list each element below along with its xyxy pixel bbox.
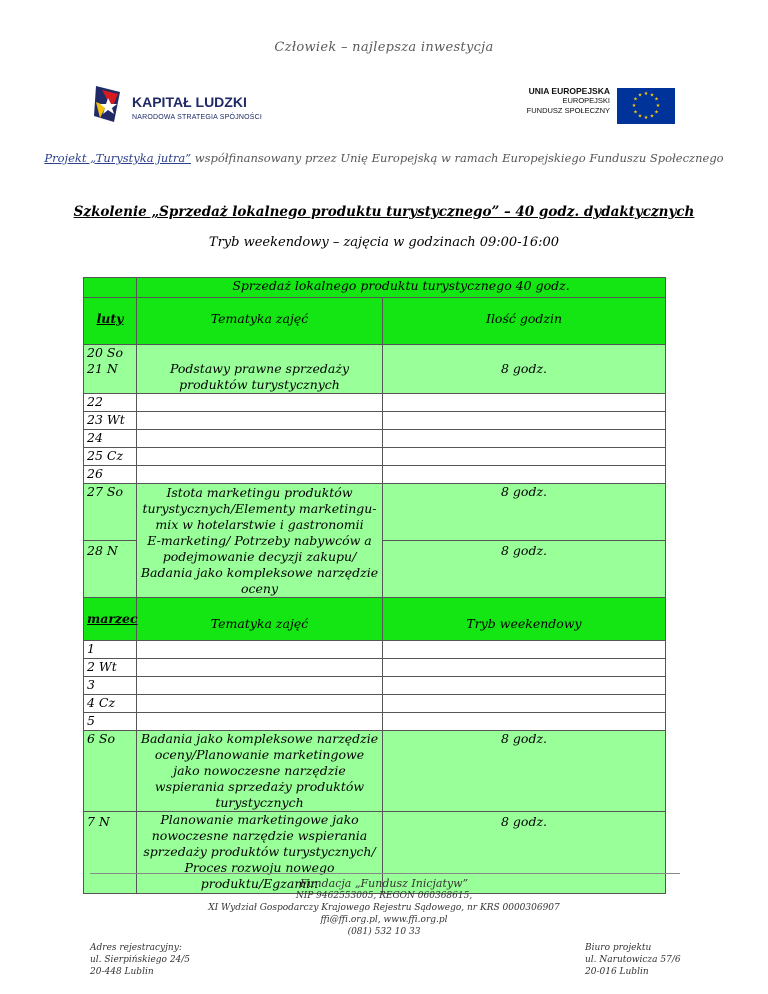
svg-text:★: ★ <box>649 113 655 120</box>
svg-text:★: ★ <box>631 103 637 109</box>
project-line <box>0 151 768 165</box>
svg-text:★: ★ <box>643 91 649 97</box>
footer-right-line: 20-016 Lublin <box>585 967 649 977</box>
feb-topic-header: Tematyka zajęć <box>137 298 383 345</box>
feb-hours-header: Ilość godzin <box>383 298 666 345</box>
eu-line-2: EUROPEJSKI <box>562 96 610 105</box>
mar-mode-header: Tryb weekendowy <box>383 598 666 641</box>
hours-cell <box>383 713 666 731</box>
topic-cell <box>137 484 383 598</box>
svg-text:★: ★ <box>637 113 643 120</box>
footer-org: Fundacja „Fundusz Inicjatyw” <box>299 877 469 890</box>
topic-cell <box>137 695 383 713</box>
month-label: luty <box>96 311 124 326</box>
kapital-ludzki-subtitle: NARODOWA STRATEGIA SPÓJNOŚCI <box>132 114 263 121</box>
schedule-table <box>83 277 666 894</box>
table-row <box>84 394 666 412</box>
hours-cell <box>383 430 666 448</box>
topic-cell: Badania jako kompleksowe narzędzie oceny/Planowanie marketingowe jako nowoczesne narzędzie wspierania sprzedaży produktów turystycznych <box>137 731 383 812</box>
date-cell: 22 <box>84 394 137 412</box>
svg-text:★: ★ <box>633 96 638 103</box>
hours-cell: 8 godz. <box>383 812 666 894</box>
footer-left-line: 20-448 Lublin <box>90 967 154 977</box>
table-row <box>84 448 666 466</box>
table-row <box>84 713 666 731</box>
eu-logo-text <box>527 86 610 116</box>
footer-web: ffi@ffi.org.pl, www.ffi.org.pl <box>320 915 448 925</box>
topic-cell <box>137 466 383 484</box>
hours-cell <box>383 695 666 713</box>
header-motto: Człowiek – najlepsza inwestycja <box>274 40 494 55</box>
hours-cell: 8 godz. <box>383 345 666 394</box>
table-caption: Sprzedaż lokalnego produktu turystycznego 40 godz. <box>137 278 666 298</box>
eu-line-3: FUNDUSZ SPOŁECZNY <box>526 106 610 115</box>
table-row <box>84 412 666 430</box>
date-cell: 3 <box>84 677 137 695</box>
topic-text: E-marketing/ Potrzeby nabywców a podejmowanie decyzji zakupu/ Badania jako kompleksowe narzędzie oceny <box>140 533 379 596</box>
topic-cell <box>137 641 383 659</box>
date-cell: 27 So <box>84 484 137 541</box>
hours-cell <box>383 412 666 430</box>
kapital-ludzki-mark-icon <box>92 82 124 128</box>
kapital-ludzki-title: KAPITAŁ LUDZKI <box>132 94 247 110</box>
date-cell: 4 Cz <box>84 695 137 713</box>
table-row <box>84 466 666 484</box>
topic-cell <box>137 412 383 430</box>
footer-left-line: Adres rejestracyjny: <box>90 943 182 953</box>
svg-text:★: ★ <box>654 96 659 103</box>
mar-header-row <box>84 598 666 641</box>
hours-cell <box>383 659 666 677</box>
topic-cell <box>137 677 383 695</box>
feb-header-row <box>84 298 666 345</box>
hours-cell <box>383 448 666 466</box>
date-cell: 6 So <box>84 731 137 812</box>
date-cell: 23 Wt <box>84 412 137 430</box>
hours-cell: 8 godz. <box>383 731 666 812</box>
footer-phone: (081) 532 10 33 <box>347 927 421 937</box>
document-subtitle: Tryb weekendowy – zajęcia w godzinach 09:00-16:00 <box>208 235 560 250</box>
date-label: 20 So <box>87 345 123 360</box>
table-row <box>84 484 666 541</box>
date-cell: 25 Cz <box>84 448 137 466</box>
date-cell: 24 <box>84 430 137 448</box>
table-row <box>84 345 666 394</box>
hours-cell <box>383 394 666 412</box>
svg-text:★: ★ <box>643 115 649 121</box>
table-cell <box>84 278 137 298</box>
footer-divider <box>90 873 680 874</box>
footer-left-line: ul. Sierpińskiego 24/5 <box>90 955 191 965</box>
document-title: Szkolenie „Sprzedaż lokalnego produktu turystycznego” – 40 godz. dydaktycznych <box>73 204 695 220</box>
table-row <box>84 430 666 448</box>
month-feb <box>84 298 137 345</box>
project-name: Projekt „Turystyka jutra” <box>44 151 192 165</box>
footer-right-line: Biuro projektu <box>585 943 652 953</box>
date-label: 21 N <box>87 361 118 376</box>
svg-text:★: ★ <box>633 109 638 116</box>
date-cell: 5 <box>84 713 137 731</box>
table-caption-row <box>84 278 666 298</box>
footer-right-line: ul. Narutowicza 57/6 <box>585 955 681 965</box>
mar-topic-header: Tematyka zajęć <box>137 598 383 641</box>
date-cell: 28 N <box>84 541 137 598</box>
topic-cell <box>137 713 383 731</box>
svg-text:★: ★ <box>655 103 661 109</box>
topic-cell <box>137 448 383 466</box>
hours-cell: 8 godz. <box>383 541 666 598</box>
hours-cell: 8 godz. <box>383 484 666 541</box>
date-cell: 26 <box>84 466 137 484</box>
hours-cell <box>383 677 666 695</box>
svg-text:★: ★ <box>637 92 643 99</box>
topic-cell <box>137 659 383 677</box>
topic-cell: Planowanie marketingowe jako nowoczesne narzędzie wspierania sprzedaży produktów turystycznych/ Proces rozwoju nowego produktu/Egzamin <box>137 812 383 894</box>
footer-court: XI Wydział Gospodarczy Krajowego Rejestru Sądowego, nr KRS 0000306907 <box>208 903 560 913</box>
footer-center <box>0 878 768 938</box>
topic-cell <box>137 430 383 448</box>
footer-nip: NIP 9462553005, REGON 060368615, <box>295 891 473 901</box>
table-row <box>84 677 666 695</box>
eu-line-1: UNIA EUROPEJSKA <box>528 86 610 96</box>
hours-cell <box>383 641 666 659</box>
table-row <box>84 695 666 713</box>
table-row <box>84 659 666 677</box>
date-cell: 7 N <box>84 812 137 894</box>
topic-cell <box>137 394 383 412</box>
svg-text:★: ★ <box>654 109 659 116</box>
hours-cell <box>383 466 666 484</box>
table-row <box>84 731 666 812</box>
footer-left <box>90 942 190 978</box>
date-cell: 2 Wt <box>84 659 137 677</box>
month-mar <box>84 598 137 641</box>
topic-cell: Podstawy prawne sprzedaży produktów turystycznych <box>137 345 383 394</box>
date-cell: 1 <box>84 641 137 659</box>
kapital-ludzki-logo <box>92 82 272 132</box>
svg-text:★: ★ <box>649 92 655 99</box>
topic-text: Istota marketingu produktów turystycznych/Elementy marketingu-mix w hotelarstwie i gastronomii <box>142 485 377 532</box>
eu-flag-icon <box>617 88 675 124</box>
project-funding: współfinansowany przez Unię Europejską w ramach Europejskiego Funduszu Społecznego <box>191 151 724 165</box>
date-cell <box>84 345 137 394</box>
footer-right <box>585 942 681 978</box>
month-label: marzec <box>87 611 138 626</box>
table-row <box>84 641 666 659</box>
